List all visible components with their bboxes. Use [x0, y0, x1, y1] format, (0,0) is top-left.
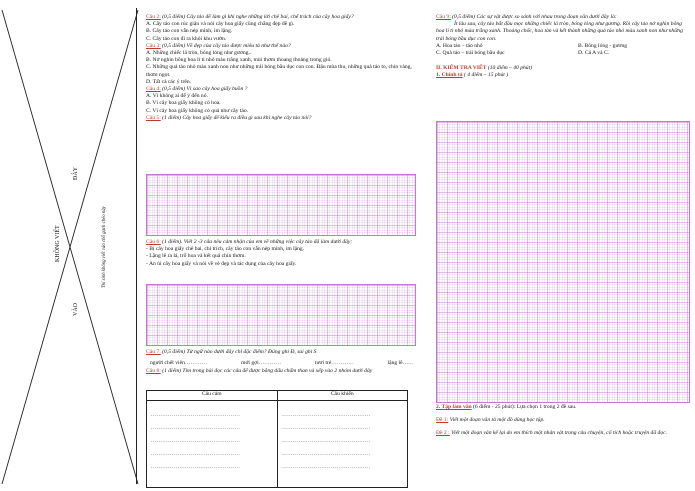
dotted-line: ............................................... [151, 412, 241, 418]
de-2-text: Viết một đoạn văn kể lại do em thích một nhân vật trong câu chuyện, cổ tích hoặc truyện đã đọc. [451, 430, 668, 437]
q9-number: Câu 9: [436, 14, 451, 20]
q6-bullet-2: - Lặng lẽ ra lá, trổ hoa và kết quả chín thơm. [146, 253, 246, 260]
tap-lam-van-note: (6 điểm - 25 phút): Lựa chọn 1 trong 2 đề sau. [473, 404, 577, 410]
margin-side-note: Thí sinh không viết vào chỗ gạch chéo này [102, 206, 107, 288]
chinh-ta-note: ( 4 điểm – 15 phút ) [464, 72, 509, 79]
q3-option-c: C. Những quả táo nhỏ màu xanh non như những trái bóng bầu dục con con. Đậu mùa thu, những quả táo to, chín vàng, thơm ngọt. [146, 64, 412, 78]
question-7 [146, 349, 418, 356]
q2-number: Câu 2: [146, 14, 161, 20]
q4-option-c: C. Vì cây hoa giấy không có quả như cây táo. [146, 107, 249, 114]
margin-divider [136, 8, 137, 484]
q7-word-4[interactable]: lặng lẽ...... [387, 360, 414, 367]
de-2-label: Đề 2 : [436, 430, 450, 437]
dotted-line: ............................................... [151, 451, 241, 457]
q2-text: (0,5 điểm) Cây tảo để làm gì khi nghe những lời chê bai, chế trách của cây hoa giấy? [162, 14, 354, 20]
q7-text: (0,5 điểm) Từ ngữ nào dưới đây chỉ đặc điểm? Đúng ghi Đ, sai ghi S [162, 349, 317, 355]
question-7-block [146, 349, 418, 376]
dotted-line: ............................................... [151, 425, 241, 431]
q4-number: Câu 4: [146, 86, 161, 93]
q2-option-b: B. Cây táo con vẫn nép mình, im lặng. [146, 28, 233, 35]
dotted-line: ............................................... [281, 412, 371, 418]
q6-number: Câu 6: [146, 239, 161, 245]
question-8 [146, 368, 418, 375]
q8-answer-table [146, 390, 408, 488]
q3-option-a: A. Những chiếc lá tròn, bóng lóng như gương.. [146, 50, 252, 57]
table-header-cau-cam: Câu cảm [147, 391, 278, 401]
tap-lam-van-heading [436, 404, 688, 411]
dotted-line: ............................................... [281, 425, 371, 431]
q5-answer-grid[interactable] [146, 174, 416, 236]
q6-text: (1 điểm). Viết 2 -3 câu nêu cảm nhận của em về những việc cây táo đã làm dưới đây: [162, 239, 353, 245]
chinh-ta-label: 1. Chính tả [436, 72, 463, 79]
q9-option-b: B. Bông lóng - gương [578, 42, 628, 49]
dotted-line: ............................................... [151, 438, 241, 444]
q7-word-2[interactable]: mới gợi............ [241, 360, 282, 367]
q4-option-b: B. Vì cây hoa giấy không có hoa. [146, 100, 221, 107]
table-cell-cau-cam[interactable] [147, 401, 278, 488]
q7-word-3[interactable]: tươi trẻ............ [314, 360, 355, 367]
section-2-note: (10 điểm – 40 phút) [487, 65, 532, 72]
q5-text: (1 điểm) Cây hoa giấy để kiểu ra điều gì sau khi nghe cây táo nói? [162, 114, 312, 121]
q8-number: Câu 8: [146, 368, 161, 375]
q9-option-a: A. Hoa táo – táo nhỏ [436, 42, 483, 49]
de-1-label: Đề 1: [436, 417, 449, 424]
q5-number: Câu 5: [146, 114, 161, 121]
dotted-line: ............................................... [281, 451, 371, 457]
de-2 [436, 428, 688, 439]
margin-word-khong-viet: KHÔNG VIẾT [55, 225, 61, 262]
de-1-text: Viết một đoạn văn tả một đồ dùng học tập. [449, 417, 545, 424]
q7-word-row [146, 360, 418, 367]
cross-out-lines [0, 0, 142, 491]
q9-option-d: D. Cả A và C. [578, 50, 610, 57]
q6-bullet-1: - Bị cây hoa giấy chê bai, chỉ trích, cây táo con vẫn nép mình, im lặng. [146, 246, 305, 253]
table-header-cau-khien: Câu khiến [277, 391, 408, 401]
de-1 [436, 417, 688, 424]
q3-option-d: D. Tất cả các ý trên. [146, 78, 192, 85]
section-2-title: II. KIỂM TRA VIẾT [436, 65, 487, 72]
q3-number: Câu 3: [146, 42, 161, 49]
dotted-line: ............................................... [281, 464, 371, 470]
dotted-line: ............................................... [281, 438, 371, 444]
question-3 [146, 43, 416, 50]
right-column [436, 14, 688, 80]
q4-text: (0,5 điểm) Vì sao cây hoa giấy buồn ? [162, 86, 248, 93]
q6-bullet-3: - An ủi cây hoa giấy và nói về vẻ đẹp và tác dụng của cây hoa giấy. [146, 260, 297, 267]
question-6-block [146, 239, 416, 268]
question-5 [146, 115, 416, 122]
q2-option-c: C. Cây táo con đi ra khỏi khu vườn. [146, 35, 227, 42]
q2-option-a: A. Cây táo con rúc giận và nói cây hoa giấy cũng chẳng đẹp đẽ gì. [146, 21, 295, 28]
table-cell-cau-khien[interactable] [277, 401, 408, 488]
q7-number: Câu 7: [146, 349, 161, 355]
q4-option-a: A. Vì không ai để ý đến nó. [146, 93, 208, 100]
dotted-line: ............................................... [151, 464, 241, 470]
q9-options-row-1 [436, 43, 688, 50]
q9-options-row-2 [436, 50, 688, 57]
margin-word-day: ĐÂY [73, 167, 79, 180]
q9-option-c: C. Quả táo – trái bóng bầu dục [436, 50, 505, 57]
q9-text: (0,5 điểm) Các sự vật được so sánh với nhau trong đoạn văn dưới đây là: [452, 14, 617, 20]
chinh-ta-heading [436, 72, 688, 79]
q3-option-b: B. Nở nghìn bông hoa li ti nhỏ màu trắng xanh, mùi thơm thoang thoảng trong gió. [146, 57, 332, 64]
tap-lam-van-block [436, 404, 688, 439]
margin-word-vao: VÀO [73, 303, 79, 316]
q9-passage: Ít lâu sau, cây táo bắt đầu mọc những chiếc lá tròn, bóng lóng như gương. Rồi cây táo nở nghìn bông hoa li ti nhỏ màu trắng xanh. Thoáng chốc, hoa tàn và kết thành những quả táo nhỏ màu xanh non như những trái bóng bầu dục con con. [436, 21, 683, 42]
dictation-writing-grid[interactable] [436, 121, 690, 403]
q6-answer-grid[interactable] [146, 284, 416, 346]
q8-text: (1 điểm) Tìm trong bài đọc các câu để được bằng dấu chấm than và xếp vào 2 nhóm dưới đây [162, 368, 373, 375]
left-column [146, 14, 416, 122]
q7-word-1[interactable]: người chết viên............ [150, 360, 208, 367]
tap-lam-van-label: 2. Tập làm văn [436, 404, 472, 410]
q3-text: (0,5 điểm) Về đẹp của cây táo được miêu tả như thế nào? [162, 42, 291, 49]
